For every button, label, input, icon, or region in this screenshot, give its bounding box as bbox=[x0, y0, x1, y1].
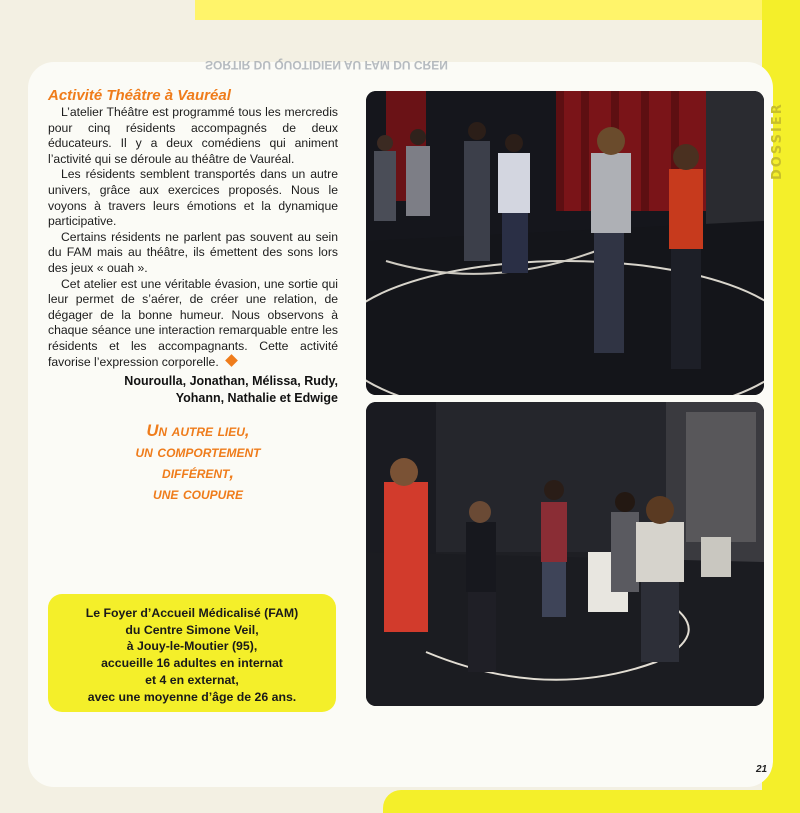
pull-quote-line: une coupure bbox=[153, 485, 243, 503]
bleed-through-header: SORTIR DU QUOTIDIEN AU FAM DU CREN bbox=[205, 58, 448, 72]
pull-quote-line: différent, bbox=[162, 464, 234, 482]
section-label: DOSSIER bbox=[770, 102, 785, 180]
fact-line: avec une moyenne d’âge de 26 ans. bbox=[87, 689, 297, 704]
article-column bbox=[48, 87, 338, 370]
pull-quote-line: Un autre lieu, bbox=[146, 422, 250, 440]
article-paragraph-last bbox=[48, 277, 338, 371]
pull-quote bbox=[88, 421, 308, 505]
theatre-photo-stage-movement bbox=[366, 402, 764, 706]
fact-line: Le Foyer d’Accueil Médicalisé (FAM) bbox=[85, 606, 299, 620]
fact-line: à Jouy-le-Moutier (95), bbox=[126, 639, 258, 654]
bottom-yellow-band bbox=[383, 790, 800, 813]
page-number: 21 bbox=[756, 764, 768, 775]
end-diamond-icon bbox=[225, 354, 238, 367]
top-yellow-band bbox=[195, 0, 800, 20]
authors-line: Yohann, Nathalie et Edwige bbox=[175, 391, 338, 405]
fact-line: et 4 en externat, bbox=[145, 672, 239, 687]
fact-box-text bbox=[56, 605, 328, 705]
fact-line: accueille 16 adultes en internat bbox=[101, 656, 283, 671]
authors-line: Nouroulla, Jonathan, Mélissa, Rudy, bbox=[124, 374, 338, 388]
article-paragraph: Les résidents semblent transportés dans un autre univers, grâce aux exercices proposés. Nous le voyons à travers leurs émotions et la dynamique participative. bbox=[48, 167, 338, 229]
article-title: Activité Théâtre à Vauréal bbox=[48, 87, 231, 104]
article-authors bbox=[110, 373, 338, 407]
pull-quote-line: un comportement bbox=[135, 443, 261, 461]
theatre-photo-rope-exercise bbox=[366, 91, 764, 395]
article-paragraph-text: Cet atelier est une véritable évasion, une sortie qui leur permet de s’aérer, de créer une relation, de dégager de la bonne humeur. Nous observons à chaque séance une interaction remarquable entre les résidents et les accompagnants. Cette activité favorise l’expression corporelle. bbox=[48, 276, 338, 369]
fact-line: du Centre Simone Veil, bbox=[125, 622, 259, 637]
article-paragraph: Certains résidents ne parlent pas souvent au sein du FAM mais au théâtre, ils émettent des sons lors des jeux « ouah ». bbox=[48, 229, 338, 275]
article-paragraph: L’atelier Théâtre est programmé tous les mercredis pour cinq résidents accompagnés de deux éducateurs. Il y a deux comédiens qui animent l’activité qui se déroule au théâtre de Vauréal. bbox=[48, 105, 338, 166]
